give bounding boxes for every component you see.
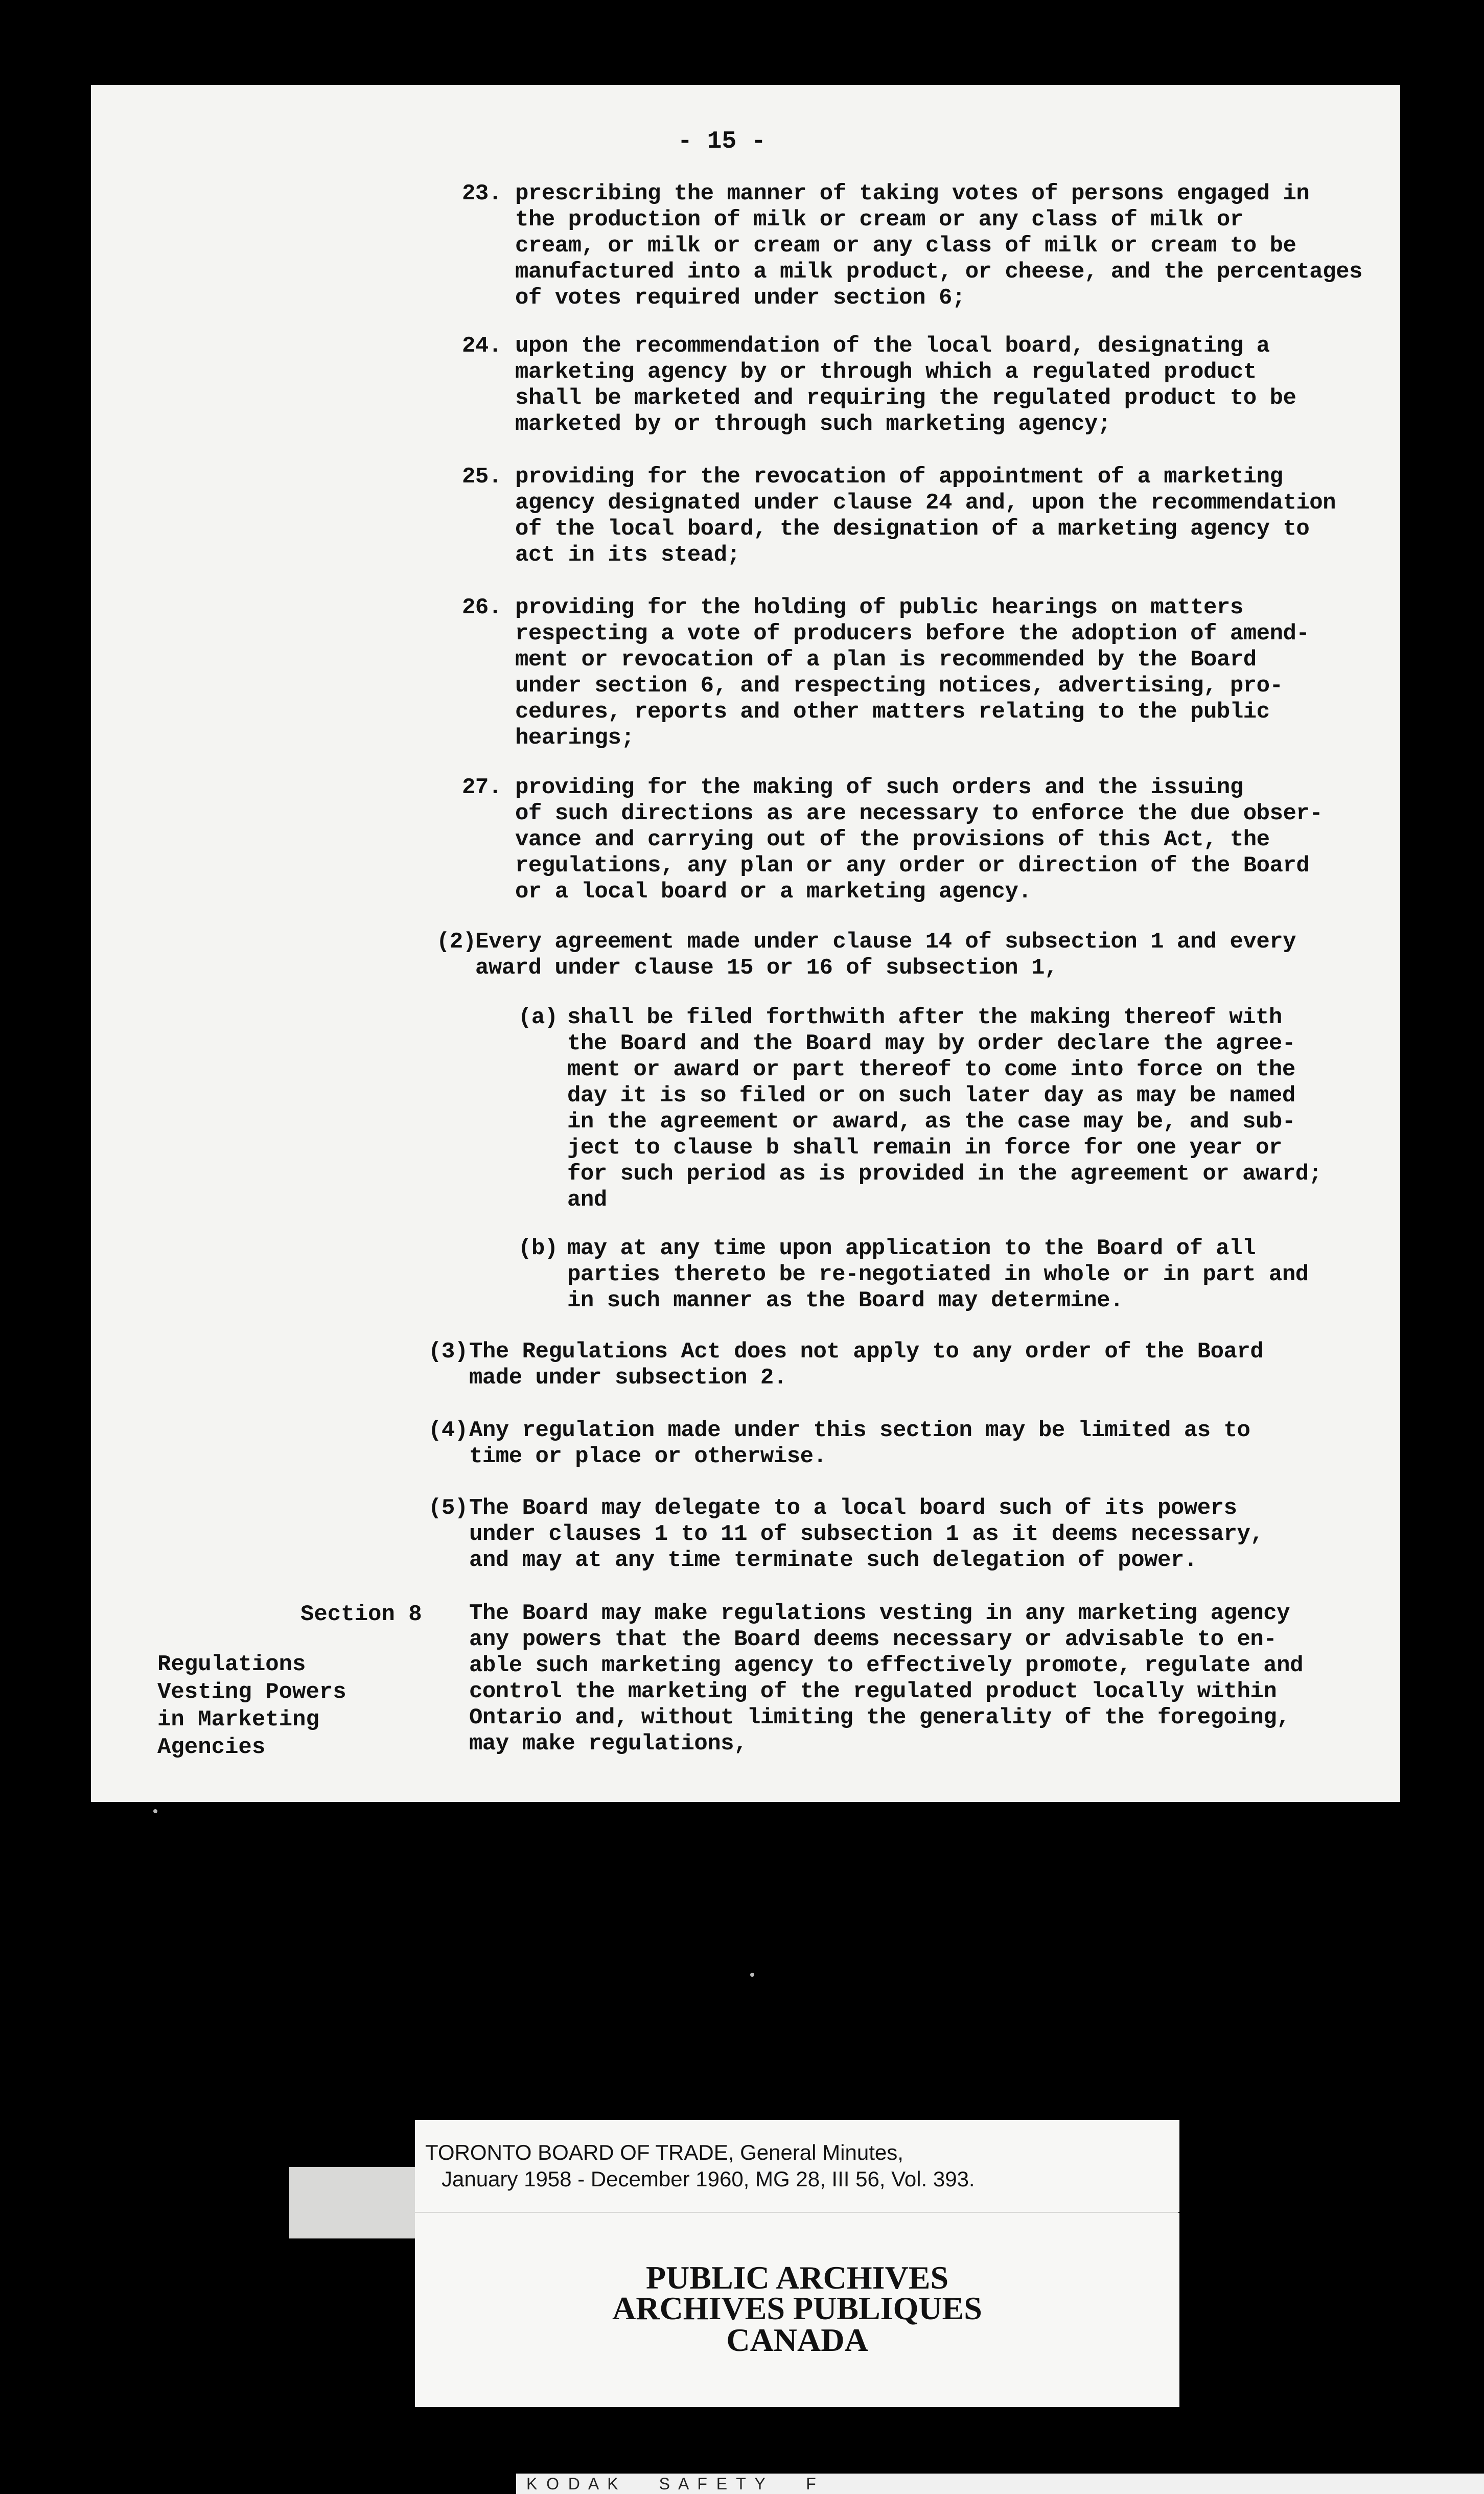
subsection-3-line: The Regulations Act does not apply to any order of the Board — [469, 1339, 1264, 1365]
subsection-2-number: (2) — [436, 929, 476, 955]
clause-text-line: agency designated under clause 24 and, upon the recommendation — [515, 490, 1336, 516]
clause-text-line: prescribing the manner of taking votes of persons engaged in — [515, 181, 1310, 206]
clause-b-line: may at any time upon application to the Board of all — [567, 1236, 1256, 1261]
section-8-line: control the marketing of the regulated product locally within — [469, 1679, 1277, 1704]
subsection-3-line: made under subsection 2. — [469, 1365, 787, 1391]
clause-text-line: marketing agency by or through which a regulated product — [515, 359, 1257, 385]
clause-text-line: providing for the revocation of appointment of a marketing — [515, 464, 1283, 490]
archive-name-fr: ARCHIVES PUBLIQUES — [612, 2290, 982, 2326]
clause-a-line: and — [567, 1187, 607, 1213]
clause-text-line: providing for the making of such orders and the issuing — [515, 775, 1243, 800]
subsection-4-number: (4) — [428, 1418, 468, 1443]
subsection-5-line: under clauses 1 to 11 of subsection 1 as it deems necessary, — [469, 1521, 1264, 1547]
clause-text-line: vance and carrying out of the provisions of this Act, the — [515, 827, 1270, 852]
citation-line-1: TORONTO BOARD OF TRADE, General Minutes, — [425, 2140, 903, 2164]
clause-text-line: shall be marketed and requiring the regulated product to be — [515, 385, 1296, 411]
clause-text-line: act in its stead; — [515, 542, 740, 568]
clause-text-line: upon the recommendation of the local board, designating a — [515, 333, 1270, 359]
section-8-line: Ontario and, without limiting the generality of the foregoing, — [469, 1705, 1290, 1730]
section-8-line: may make regulations, — [469, 1731, 747, 1757]
clause-a-line: in the agreement or award, as the case may be, and sub- — [567, 1109, 1295, 1135]
clause-a-line: ment or award or part thereof to come into force on the — [567, 1057, 1295, 1082]
clause-number: 25. — [462, 464, 502, 490]
clause-text-line: marketed by or through such marketing agency; — [515, 411, 1111, 437]
clause-text-line: of votes required under section 6; — [515, 285, 965, 311]
clause-number: 23. — [462, 181, 502, 206]
subsection-5-number: (5) — [428, 1495, 468, 1521]
subsection-2-line: award under clause 15 or 16 of subsection 1, — [475, 955, 1058, 981]
clause-number: 24. — [462, 333, 502, 359]
page-number: - 15 - — [678, 128, 766, 155]
subsection-2-line: Every agreement made under clause 14 of subsection 1 and every — [475, 929, 1296, 955]
clause-b-line: parties thereto be re-negotiated in whole or in part and — [567, 1262, 1309, 1287]
section-heading: Section 8 — [300, 1602, 422, 1627]
subsection-4-line: Any regulation made under this section may be limited as to — [469, 1418, 1250, 1443]
film-edge-strip — [516, 2474, 1484, 2494]
clause-text-line: ment or revocation of a plan is recommended by the Board — [515, 647, 1257, 673]
clause-a-number: (a) — [518, 1005, 558, 1030]
section-8-line: any powers that the Board deems necessary or advisable to en- — [469, 1627, 1277, 1652]
archive-citation-card — [415, 2120, 1179, 2212]
clause-text-line: providing for the holding of public hearings on matters — [515, 595, 1243, 620]
clause-b-number: (b) — [518, 1236, 558, 1261]
clause-text-line: of such directions as are necessary to enforce the due obser- — [515, 801, 1323, 826]
section-8-line: The Board may make regulations vesting in any marketing agency — [469, 1601, 1290, 1626]
clause-a-line: shall be filed forthwith after the making thereof with — [567, 1005, 1282, 1030]
clause-text-line: of the local board, the designation of a marketing agency to — [515, 516, 1310, 542]
scan-speck — [153, 1809, 157, 1813]
clause-a-line: for such period as is provided in the agreement or award; — [567, 1161, 1322, 1187]
archive-name-en: PUBLIC ARCHIVES — [645, 2259, 949, 2296]
clause-b-line: in such manner as the Board may determine. — [567, 1288, 1123, 1313]
clause-text-line: or a local board or a marketing agency. — [515, 879, 1032, 905]
clause-text-line: under section 6, and respecting notices, advertising, pro- — [515, 673, 1283, 699]
clause-text-line: manufactured into a milk product, or cheese, and the percentages — [515, 259, 1362, 285]
clause-text-line: cedures, reports and other matters relating to the public — [515, 699, 1270, 725]
margin-note-line: in Marketing — [157, 1707, 319, 1733]
margin-note-line: Agencies — [157, 1735, 266, 1760]
film-edge-marking: K O D A K S A F E T Y F — [526, 2475, 816, 2493]
clause-a-line: day it is so filed or on such later day as may be named — [567, 1083, 1295, 1109]
clause-a-line: ject to clause b shall remain in force for one year or — [567, 1135, 1282, 1161]
archive-country: CANADA — [726, 2322, 868, 2358]
subsection-5-line: and may at any time terminate such delegation of power. — [469, 1548, 1197, 1573]
clause-text-line: respecting a vote of producers before the adoption of amend- — [515, 621, 1310, 646]
margin-note-line: Regulations — [157, 1652, 306, 1677]
clause-a-line: the Board and the Board may by order declare the agree- — [567, 1031, 1295, 1056]
clause-text-line: the production of milk or cream or any class of milk or — [515, 207, 1243, 233]
clause-text-line: hearings; — [515, 725, 635, 751]
clause-text-line: cream, or milk or cream or any class of milk or cream to be — [515, 233, 1296, 259]
scan-speck — [750, 1973, 754, 1977]
clause-text-line: regulations, any plan or any order or direction of the Board — [515, 853, 1310, 879]
archive-stamp-card — [415, 2213, 1179, 2407]
citation-line-2: January 1958 - December 1960, MG 28, III 56, Vol. 393. — [442, 2167, 975, 2191]
subsection-4-line: time or place or otherwise. — [469, 1444, 827, 1469]
document-page — [91, 85, 1400, 1802]
clause-number: 27. — [462, 775, 502, 800]
subsection-5-line: The Board may delegate to a local board such of its powers — [469, 1495, 1237, 1521]
clause-number: 26. — [462, 595, 502, 620]
margin-note-line: Vesting Powers — [157, 1679, 346, 1705]
section-8-line: able such marketing agency to effectively promote, regulate and — [469, 1653, 1303, 1678]
subsection-3-number: (3) — [428, 1339, 468, 1365]
